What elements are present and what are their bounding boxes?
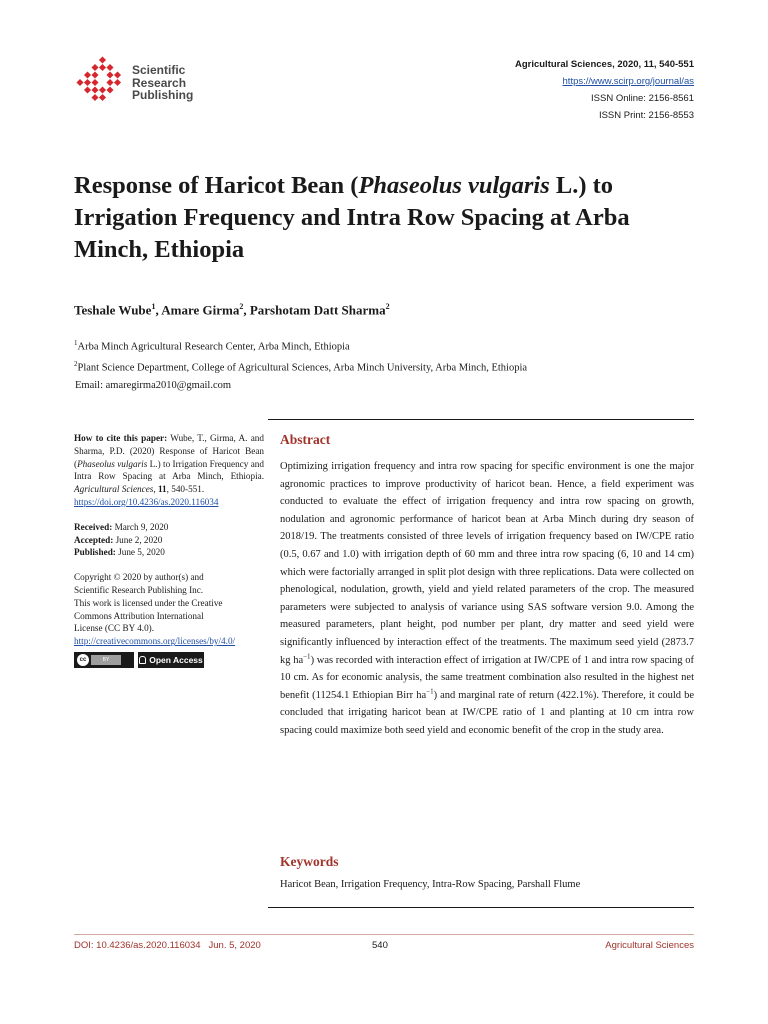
citation-separator: , — [153, 484, 158, 495]
affiliation-mark: 2 — [74, 360, 78, 368]
license-link[interactable]: http://creativecommons.org/licenses/by/4.0/ — [74, 636, 236, 647]
diamond-cluster-logo-icon — [74, 54, 130, 110]
logo-diamond — [99, 64, 106, 71]
keywords-heading: Keywords — [280, 854, 339, 869]
title-species: Phaseolus vulgaris — [358, 172, 550, 199]
doi-link[interactable]: https://doi.org/10.4236/as.2020.116034 — [74, 496, 219, 507]
author-affiliation-mark: 2 — [385, 302, 390, 311]
publisher-name-line-1: Scientific — [132, 63, 186, 77]
keywords-list: Haricot Bean, Irrigation Frequency, Intra-Row Spacing, Parshall Flume — [280, 879, 581, 890]
citation-journal: Agricultural Sciences — [74, 484, 154, 495]
paper-title — [74, 170, 694, 266]
logo-diamond — [99, 56, 106, 63]
publisher-name-line-2: Research — [132, 75, 187, 90]
copyright-line: Copyright © 2020 by author(s) and — [74, 572, 204, 583]
abstract-text: ) and marginal rate of return (422.1%). Therefore, it could be concluded that irrigating haricot bean at IW/CPE ratio of 1 and planting at 10 cm intra row spacing could maximize both seed yield and economic benefit of the crop in the study area. — [280, 689, 694, 736]
copyright-line: This work is licensed under the Creative — [74, 597, 223, 608]
citation-text: Wube, T., Girma, A. and Sharma, P.D. (2020) Response of Haricot Bean ( — [74, 433, 264, 469]
logo-diamond — [91, 94, 98, 101]
unit-exponent: −1 — [426, 687, 434, 696]
citation-volume: 11 — [157, 484, 167, 495]
issn-online: ISSN Online: 2156-8561 — [591, 93, 694, 104]
publisher-logo[interactable] — [74, 50, 200, 114]
page-number: 540 — [372, 940, 388, 951]
logo-diamond — [114, 79, 121, 86]
logo-diamond — [84, 79, 91, 86]
author-list: Teshale Wube$^1$, Amare Girma$^2$, Parshotam Datt Sharma$^2$ — [74, 302, 390, 318]
affiliation-2 — [74, 356, 527, 377]
page-footer — [74, 940, 694, 954]
author-affiliation-mark: 2 — [239, 302, 244, 311]
creative-commons-icon: cc — [77, 654, 89, 666]
received-date: March 9, 2020 — [112, 521, 169, 532]
journal-citation: Agricultural Sciences, 2020, 11, 540-551 — [514, 59, 694, 70]
abstract-top-rule — [268, 419, 694, 420]
footer-rule — [74, 934, 694, 935]
abstract-text: ) was recorded with interaction effect of irrigation at IW/CPE of 1 and intra row spacing of 10 cm. As for economic analysis, the same treatment combination also resulted in the highest net benefit (11254.1 Ethiopian Birr ha — [280, 654, 694, 701]
logo-diamond — [91, 71, 98, 78]
logo-diamond — [106, 79, 113, 86]
footer-doi[interactable]: DOI: 10.4236/as.2020.116034 — [74, 940, 201, 951]
title-part-1: Response of Haricot Bean ( — [74, 172, 359, 199]
copyright-line: Commons Attribution International — [74, 610, 204, 621]
affiliation-1 — [74, 335, 527, 356]
logo-diamond — [76, 79, 83, 86]
logo-diamond — [99, 86, 106, 93]
issn-print: ISSN Print: 2156-8553 — [598, 110, 694, 121]
journal-info — [515, 56, 694, 124]
author-name: Amare Girma — [161, 302, 240, 318]
footer-journal: Agricultural Sciences — [605, 940, 694, 951]
citation-block — [74, 432, 264, 509]
accepted-label: Accepted: — [74, 534, 114, 545]
affiliation-mark: 1 — [74, 339, 78, 347]
logo-diamond — [84, 86, 91, 93]
logo-diamond — [106, 64, 113, 71]
author-name: Parshotam Datt Sharma — [249, 302, 386, 318]
author-affiliation-mark: 1 — [151, 302, 156, 311]
cc-by-badge[interactable] — [74, 652, 134, 668]
open-access-label: Open Access — [149, 654, 203, 665]
published-date: June 5, 2020 — [115, 547, 165, 558]
journal-url-link[interactable]: https://www.scirp.org/journal/as — [562, 76, 694, 87]
logo-diamond — [99, 94, 106, 101]
citation-label: How to cite this paper: — [74, 433, 168, 443]
abstract-body — [280, 458, 694, 740]
published-label: Published: — [74, 547, 116, 558]
logo-diamond — [91, 86, 98, 93]
attribution-icon: BY — [91, 655, 121, 665]
accepted-date: June 2, 2020 — [113, 534, 163, 545]
affiliation-text: Arba Minch Agricultural Research Center, Arba Minch, Ethiopia — [77, 341, 350, 353]
citation-pages: , 540-551. — [166, 484, 205, 495]
publisher-name-line-3: Publishing — [132, 88, 194, 102]
publisher-name — [132, 64, 193, 102]
title-part-2: L.) to Irrigation Frequency and Intra Row Spacing at Arba Minch, Ethiopia — [74, 172, 630, 263]
copyright-notice — [74, 571, 264, 648]
received-label: Received: — [74, 521, 113, 532]
abstract-heading: Abstract — [280, 432, 331, 447]
abstract-text: Optimizing irrigation frequency and intra row spacing for specific environment is one the major agronomic practices to improve productivity of haricot bean. Hence, a field experiment was conducted to evaluate the effect of irrigation frequency and intra row spacing on growth, nodulation and agronomic performance of haricot bean at Arba Minch during dry season of 2018/19. The treatments consisted of three levels of irrigation frequency based on IW/CPE ratio (0.5, 0.67 and 1.0) with irrigation depth of 60 mm and three intra row spacing (6, 10 and 14 cm) which were factorially arranged in split plot design with three replications. Data were collected on phenological, nodulation, growth, yield and yield related parameters of the crop. The measured parameters were subjected to analysis of variance using SAS software version 9.0. Among the measured parameters, plant height, pod number per plant, dry matter and seed yield were significantly influenced by interaction effect of the treatments. The maximum seed yield (2873.7 kg ha — [280, 461, 694, 666]
citation-species: Phaseolus vulgaris — [77, 458, 148, 469]
contact-email[interactable]: Email: amaregirma2010@gmail.com — [75, 380, 232, 391]
affiliation-text: Plant Science Department, College of Agricultural Sciences, Arba Minch University, Arba Minch, Ethiopia — [77, 362, 528, 374]
affiliations — [74, 335, 527, 395]
logo-diamond — [84, 71, 91, 78]
unit-exponent: −1 — [303, 652, 311, 661]
article-dates — [74, 521, 264, 559]
copyright-line: Scientific Research Publishing Inc. — [74, 584, 204, 595]
logo-diamond — [106, 86, 113, 93]
citation-text: L.) to Irrigation Frequency and Intra Row Spacing at Arba Minch, Ethiopia. — [74, 458, 264, 482]
open-access-badge[interactable] — [138, 652, 204, 668]
author-name: Teshale Wube — [74, 302, 152, 318]
logo-diamond — [91, 79, 98, 86]
logo-diamond — [91, 64, 98, 71]
footer-date: Jun. 5, 2020 — [208, 940, 261, 951]
logo-diamond — [114, 71, 121, 78]
open-lock-icon — [139, 656, 146, 664]
abstract-bottom-rule — [268, 907, 694, 908]
footer-doi-date — [74, 940, 261, 951]
copyright-line: License (CC BY 4.0). — [74, 623, 155, 634]
license-badges — [74, 652, 264, 668]
article-sidebar — [74, 432, 264, 668]
logo-diamond — [106, 71, 113, 78]
